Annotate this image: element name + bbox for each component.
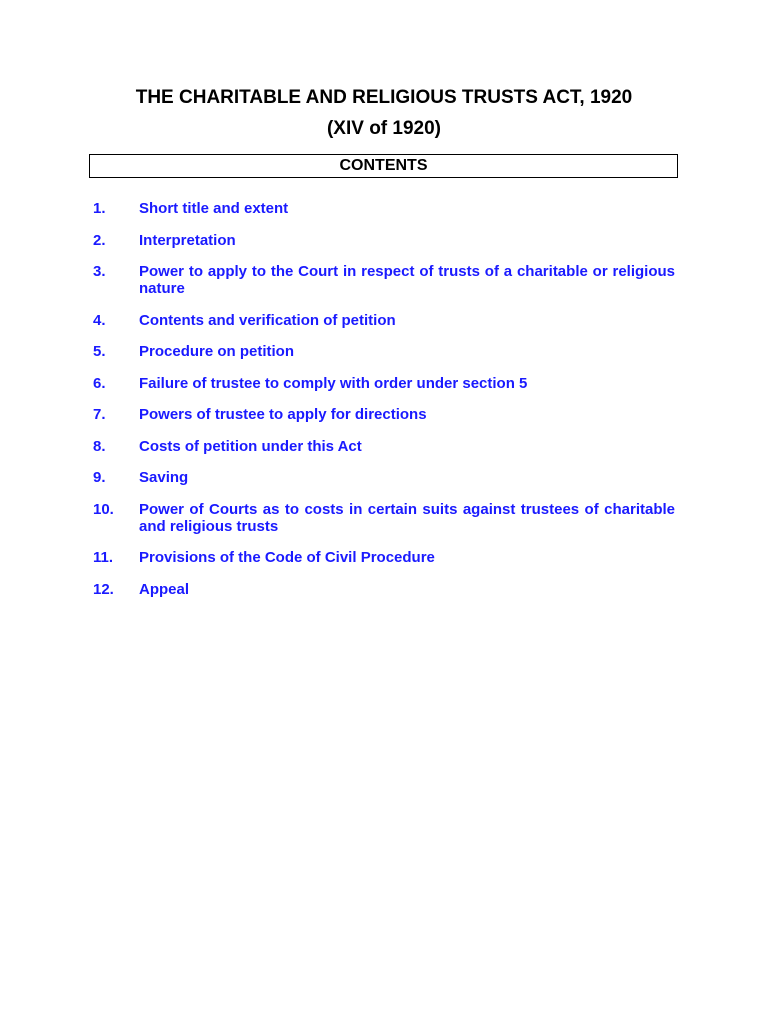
toc-number: 3. [93,263,106,280]
toc-item-10[interactable] [93,501,675,535]
contents-heading: CONTENTS [89,154,678,178]
toc-number: 1. [93,200,106,217]
toc-item-12[interactable] [93,581,675,598]
toc-number: 9. [93,469,106,486]
toc-item-6[interactable] [93,375,675,392]
toc-number: 2. [93,231,106,249]
toc-link[interactable]: Interpretation [139,231,236,249]
toc-number: 12. [93,580,114,598]
table-of-contents [93,200,675,612]
toc-number: 6. [93,374,106,392]
toc-item-5[interactable] [93,343,675,360]
toc-number: 10. [93,500,114,518]
toc-link[interactable]: Provisions of the Code of Civil Procedure [139,549,435,566]
toc-link[interactable]: Procedure on petition [139,343,295,360]
toc-link[interactable]: Costs of petition under this Act [139,437,362,455]
toc-link[interactable]: Power of Courts as to costs in certain suits against trustees of charitable and religious trusts [139,500,675,535]
toc-link[interactable]: Power to apply to the Court in respect of trusts of a charitable or religious nature [139,263,675,297]
document-title: THE CHARITABLE AND RELIGIOUS TRUSTS ACT, 1920 [135,87,633,108]
toc-item-7[interactable] [93,406,675,423]
toc-number: 8. [93,437,106,455]
toc-number: 7. [93,406,106,423]
toc-link[interactable]: Contents and verification of petition [139,311,396,329]
toc-item-9[interactable] [93,469,675,486]
toc-item-2[interactable] [93,232,675,249]
toc-item-1[interactable] [93,200,675,217]
toc-number: 11. [93,549,114,566]
toc-number: 5. [93,343,106,360]
toc-link[interactable]: Powers of trustee to apply for directions [139,406,427,423]
toc-item-11[interactable] [93,549,675,566]
toc-link[interactable]: Failure of trustee to comply with order under section 5 [139,374,528,392]
toc-link[interactable]: Saving [139,469,189,486]
toc-number: 4. [93,311,106,329]
document-subtitle: (XIV of 1920) [326,118,442,139]
toc-link[interactable]: Appeal [139,580,190,598]
toc-link[interactable]: Short title and extent [139,200,289,217]
toc-item-3[interactable] [93,263,675,297]
toc-item-8[interactable] [93,438,675,455]
toc-item-4[interactable] [93,312,675,329]
